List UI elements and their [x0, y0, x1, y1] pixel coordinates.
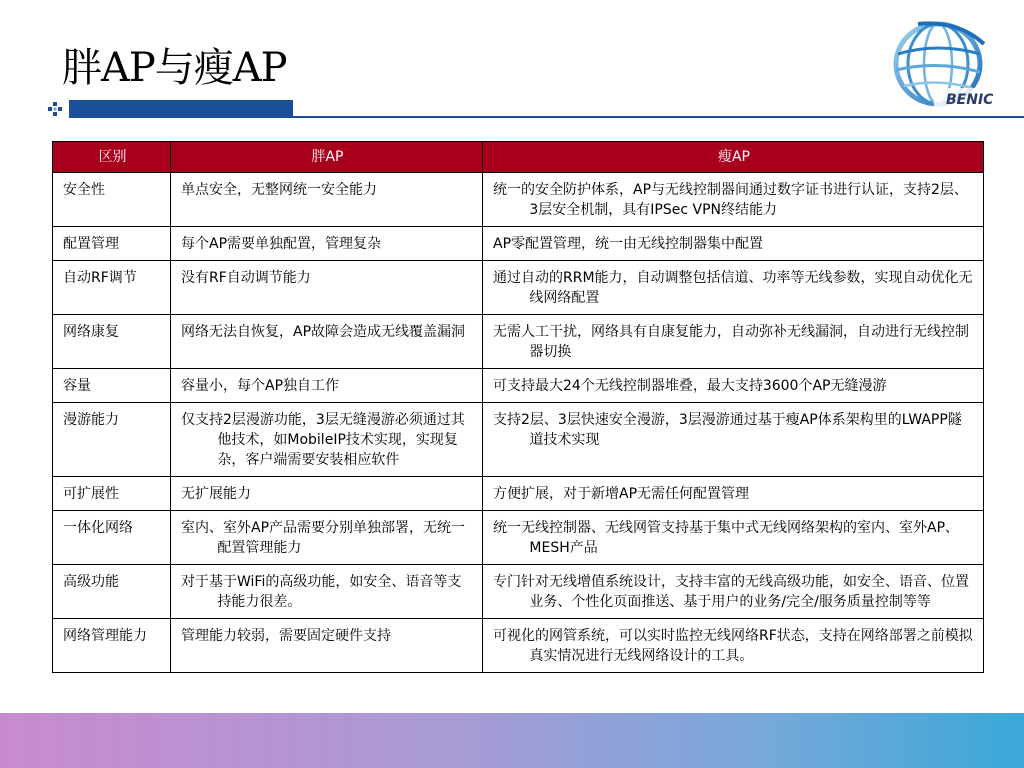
fat-ap-cell: 对于基于WiFi的高级功能，如安全、语音等支持能力很差。 [171, 565, 483, 619]
table-row [53, 227, 984, 261]
fat-ap-cell: 室内、室外AP产品需要分别单独部署，无统一配置管理能力 [171, 511, 483, 565]
comparison-table [52, 141, 984, 673]
fat-ap-cell: 容量小，每个AP独自工作 [171, 369, 483, 403]
header-cell: 胖AP [171, 142, 483, 173]
table-header-row [53, 142, 984, 173]
table-row [53, 173, 984, 227]
fat-ap-cell: 无扩展能力 [171, 477, 483, 511]
svg-text:BENIC: BENIC [946, 92, 994, 108]
thin-ap-cell: 通过自动的RRM能力，自动调整包括信道、功率等无线参数，实现自动优化无线网络配置 [483, 261, 984, 315]
row-label: 漫游能力 [53, 403, 171, 477]
table-row [53, 511, 984, 565]
bottom-gradient-band [0, 713, 1024, 768]
thin-ap-cell: 方便扩展，对于新增AP无需任何配置管理 [483, 477, 984, 511]
row-label: 自动RF调节 [53, 261, 171, 315]
thin-ap-cell: 统一的安全防护体系，AP与无线控制器间通过数字证书进行认证，支持2层、3层安全机制，具有IPSec VPN终结能力 [483, 173, 984, 227]
thin-ap-cell: 专门针对无线增值系统设计，支持丰富的无线高级功能，如安全、语音、位置业务、个性化页面推送、基于用户的业务/完全/服务质量控制等等 [483, 565, 984, 619]
table-row [53, 369, 984, 403]
title-bar-cell [35, 100, 71, 118]
page-title: 胖AP与瘦AP [62, 45, 287, 91]
row-label: 网络管理能力 [53, 619, 171, 673]
row-label: 配置管理 [53, 227, 171, 261]
row-label: 容量 [53, 369, 171, 403]
table-row [53, 403, 984, 477]
row-label: 安全性 [53, 173, 171, 227]
table-row [53, 565, 984, 619]
thin-ap-cell: 无需人工干扰，网络具有自康复能力，自动弥补无线漏洞，自动进行无线控制器切换 [483, 315, 984, 369]
fat-ap-cell: 管理能力较弱，需要固定硬件支持 [171, 619, 483, 673]
table-row [53, 619, 984, 673]
row-label: 可扩展性 [53, 477, 171, 511]
table-row [53, 261, 984, 315]
table-row [53, 315, 984, 369]
row-label: 一体化网络 [53, 511, 171, 565]
thin-ap-cell: 支持2层、3层快速安全漫游，3层漫游通过基于瘦AP体系架构里的LWAPP隧道技术实现 [483, 403, 984, 477]
thin-ap-cell: 统一无线控制器、无线网管支持基于集中式无线网络架构的室内、室外AP、MESH产品 [483, 511, 984, 565]
globe-logo-icon [888, 14, 1004, 118]
thin-ap-cell: 可视化的网管系统，可以实时监控无线网络RF状态，支持在网络部署之前模拟真实情况进行无线网络设计的工具。 [483, 619, 984, 673]
diamond-dots-icon [48, 102, 62, 116]
table-row [53, 477, 984, 511]
fat-ap-cell: 每个AP需要单独配置，管理复杂 [171, 227, 483, 261]
fat-ap-cell: 仅支持2层漫游功能，3层无缝漫游必须通过其他技术，如MobileIP技术实现，实现复杂，客户端需要安装相应软件 [171, 403, 483, 477]
row-label: 高级功能 [53, 565, 171, 619]
fat-ap-cell: 没有RF自动调节能力 [171, 261, 483, 315]
thin-ap-cell: 可支持最大24个无线控制器堆叠，最大支持3600个AP无缝漫游 [483, 369, 984, 403]
company-logo [888, 14, 1004, 118]
fat-ap-cell: 网络无法自恢复，AP故障会造成无线覆盖漏洞 [171, 315, 483, 369]
header-cell: 瘦AP [483, 142, 984, 173]
title-underline-bar [35, 100, 293, 118]
row-label: 网络康复 [53, 315, 171, 369]
thin-ap-cell: AP零配置管理，统一由无线控制器集中配置 [483, 227, 984, 261]
header-cell: 区别 [53, 142, 171, 173]
fat-ap-cell: 单点安全，无整网统一安全能力 [171, 173, 483, 227]
